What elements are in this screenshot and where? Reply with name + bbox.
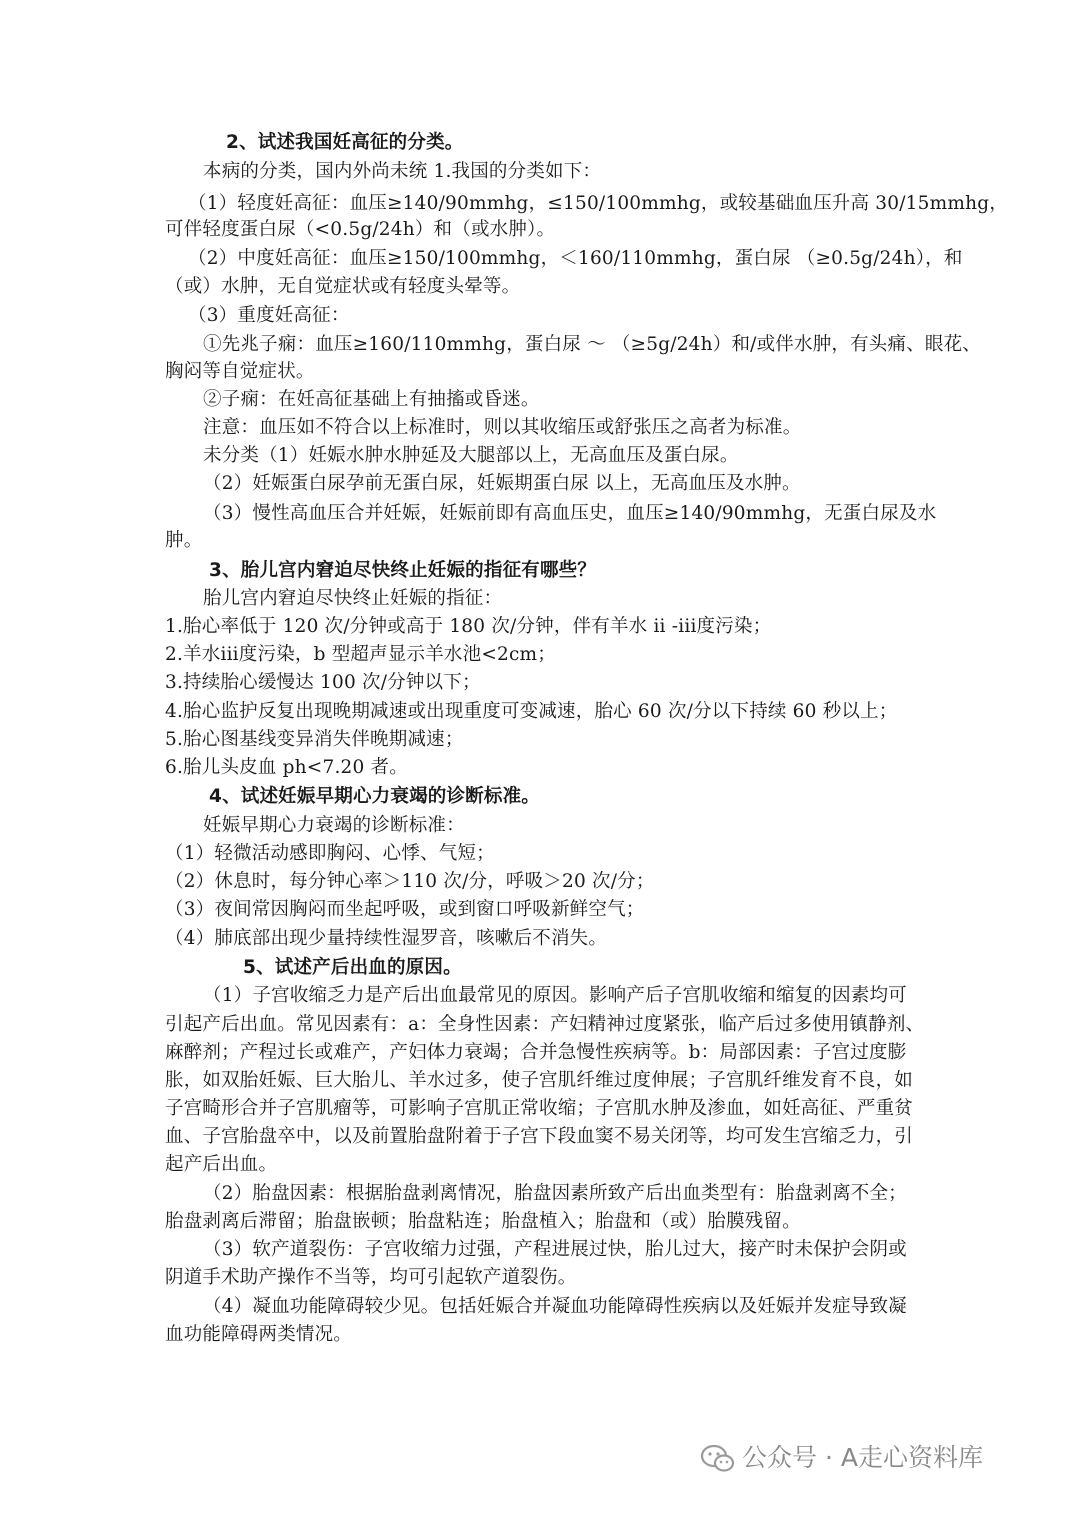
watermark-text: 公众号 · A走心资料库 xyxy=(742,1443,983,1472)
text-line: 本病的分类，国内外尚未统 1.我国的分类如下： xyxy=(203,161,602,182)
heading-q4: 4、试述妊娠早期心力衰竭的诊断标准。 xyxy=(209,786,540,807)
text-line: 胎儿宫内窘迫尽快终止妊娠的指征： xyxy=(203,588,503,609)
text-line: 6.胎儿头皮血 ph<7.20 者。 xyxy=(165,757,408,778)
text-line: 胸闷等自觉症状。 xyxy=(165,361,315,382)
text-line: （或）水肿，无自觉症状或有轻度头晕等。 xyxy=(165,276,521,297)
text-line: 1.胎心率低于 120 次/分钟或高于 180 次/分钟，伴有羊水 ii -iii度污染； xyxy=(165,616,772,637)
text-line: 肿。 xyxy=(165,530,203,551)
text-line: 5.胎心图基线变异消失伴晚期减速； xyxy=(165,729,464,750)
text-line: 3.持续胎心缓慢达 100 次/分钟以下； xyxy=(165,672,481,693)
text-line: （2）休息时，每分钟心率＞110 次/分，呼吸＞20 次/分； xyxy=(165,871,655,892)
text-line: 阴道手术助产操作不当等，均可引起软产道裂伤。 xyxy=(165,1267,577,1288)
text-line: 麻醉剂；产程过长或难产，产妇体力衰竭；合并急慢性疾病等。b：局部因素：子宫过度膨 xyxy=(165,1042,907,1063)
text-line: （3）夜间常因胸闷而坐起呼吸，或到窗口呼吸新鲜空气； xyxy=(165,899,645,920)
text-line: 血、子宫胎盘卒中，以及前置胎盘附着于子宫下段血窦不易关闭等，均可发生宫缩乏力，引 xyxy=(165,1126,914,1147)
heading-q5: 5、试述产后出血的原因。 xyxy=(243,957,462,978)
text-line: 可伴轻度蛋白尿（<0.5g/24h）和（或水肿）。 xyxy=(165,219,556,240)
text-line: （3）重度妊高征： xyxy=(188,305,350,326)
text-line: 起产后出血。 xyxy=(165,1154,278,1175)
text-line: ①先兆子痫：血压≥160/110mmhg，蛋白尿 ～ （≥5g/24h）和/或伴水肿，有头痛、眼花、 xyxy=(203,334,981,355)
text-line: 血功能障碍两类情况。 xyxy=(165,1324,353,1345)
heading-q3: 3、胎儿宫内窘迫尽快终止妊娠的指征有哪些？ xyxy=(209,560,597,581)
text-line: （4）肺底部出现少量持续性湿罗音，咳嗽后不消失。 xyxy=(165,928,608,949)
text-line: （2）胎盘因素：根据胎盘剥离情况，胎盘因素所致产后出血类型有：胎盘剥离不全； xyxy=(203,1183,907,1204)
text-line: （1）轻度妊高征：血压≥140/90mmhg，≤150/100mmhg，或较基础血压升高 30/15mmhg， xyxy=(188,193,1008,214)
text-line: 未分类（1）妊娠水肿水肿延及大腿部以上，无高血压及蛋白尿。 xyxy=(203,445,739,466)
heading-q2: 2、试述我国妊高征的分类。 xyxy=(226,132,464,153)
text-line: 子宫畸形合并子宫肌瘤等，可影响子宫肌正常收缩；子宫肌水肿及渗血，如妊高征、严重贫 xyxy=(165,1098,914,1119)
text-line: （2）妊娠蛋白尿孕前无蛋白尿，妊娠期蛋白尿 以上，无高血压及水肿。 xyxy=(203,473,801,494)
watermark xyxy=(700,1438,983,1478)
text-line: 胎盘剥离后滞留；胎盘嵌顿；胎盘粘连；胎盘植入；胎盘和（或）胎膜残留。 xyxy=(165,1211,801,1232)
text-line: （4）凝血功能障碍较少见。包括妊娠合并凝血功能障碍性疾病以及妊娠并发症导致凝 xyxy=(203,1296,907,1317)
text-line: （3）软产道裂伤：子宫收缩力过强，产程进展过快，胎儿过大，接产时未保护会阴或 xyxy=(203,1239,907,1260)
text-line: 注意：血压如不符合以上标准时，则以其收缩压或舒张压之高者为标准。 xyxy=(203,417,802,438)
text-line: （2）中度妊高征：血压≥150/100mmhg，＜160/110mmhg，蛋白尿 （≥0.5g/24h），和 xyxy=(188,248,963,269)
text-line: ②子痫：在妊高征基础上有抽搐或昏迷。 xyxy=(203,389,540,410)
text-line: 胀，如双胎妊娠、巨大胎儿、羊水过多，使子宫肌纤维过度伸展；子宫肌纤维发育不良，如 xyxy=(165,1070,914,1091)
text-line: （1）轻微活动感即胸闷、心悸、气短； xyxy=(165,843,495,864)
text-line: 4.胎心监护反复出现晚期减速或出现重度可变减速，胎心 60 次/分以下持续 60 秒以上； xyxy=(165,701,898,722)
text-line: （1）子宫收缩乏力是产后出血最常见的原因。影响产后子宫肌收缩和缩复的因素均可 xyxy=(203,985,907,1006)
text-line: 引起产后出血。常见因素有：a：全身性因素：产妇精神过度紧张，临产后过多使用镇静剂、 xyxy=(165,1014,925,1035)
text-line: （3）慢性高血压合并妊娠，妊娠前即有高血压史，血压≥140/90mmhg，无蛋白尿及水 xyxy=(203,503,937,524)
text-line: 2.羊水iii度污染，b 型超声显示羊水池<2cm； xyxy=(165,644,557,665)
wechat-icon xyxy=(700,1444,736,1474)
text-line: 妊娠早期心力衰竭的诊断标准： xyxy=(203,815,465,836)
